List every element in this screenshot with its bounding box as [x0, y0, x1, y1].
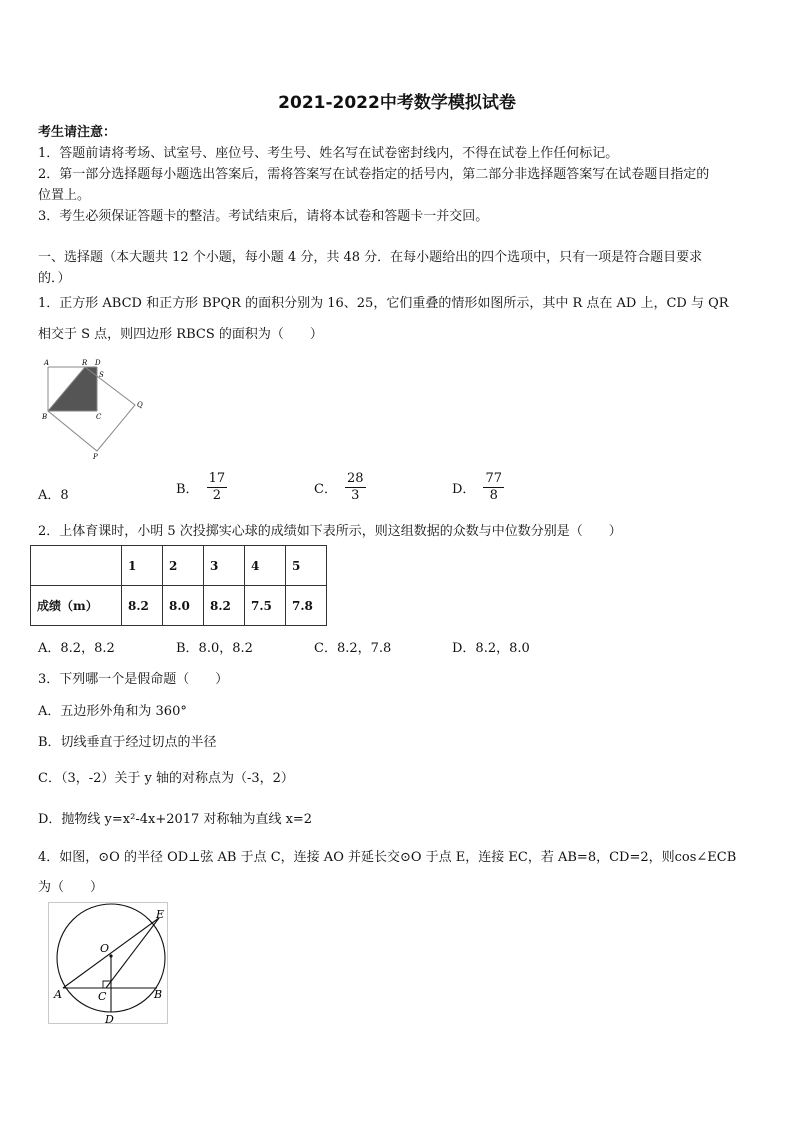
q2-option-d: D．8.2，8.0	[452, 641, 530, 656]
page-title: 2021-2022中考数学模拟试卷	[278, 93, 516, 113]
table-header-row: 1 2 3 4 5	[31, 546, 327, 586]
label-b: B	[42, 413, 48, 421]
table-row: 成绩（m） 8.2 8.0 8.2 7.5 7.8	[31, 586, 327, 626]
label-s: S	[99, 371, 104, 379]
section-heading-line-1: 一、选择题（本大题共 12 个小题，每小题 4 分，共 48 分．在每小题给出的四个选项中，只有一项是符合题目要求	[38, 250, 703, 265]
label-e: E	[156, 908, 165, 921]
label-o: O	[100, 942, 110, 955]
q1-squares-figure	[38, 355, 148, 465]
q1-option-b: B． $\frac{17}{2}$	[176, 471, 226, 503]
q2-stem: 2．上体育课时，小明 5 次投掷实心球的成绩如下表所示，则这组数据的众数与中位数分别是（ ）	[38, 524, 622, 539]
label-d: D	[95, 359, 101, 367]
shaded-quadrilateral-rbcs	[48, 367, 97, 411]
q4-stem-line-2: 为（ ）	[38, 880, 104, 895]
q1-option-a: A．8	[38, 488, 69, 503]
q1-option-d: D． $\frac{77}{8}$	[452, 471, 502, 503]
q3-option-c: C．（3，-2）关于 y 轴的对称点为（-3，2）	[38, 771, 294, 786]
label-b: B	[154, 988, 163, 1001]
label-c: C	[96, 413, 102, 421]
label-q: Q	[137, 401, 143, 409]
q3-option-b: B．切线垂直于经过切点的半径	[38, 735, 217, 750]
notice-line-2: 2．第一部分选择题每小题选出答案后，需将答案写在试卷指定的括号内，第二部分非选择题答案写在试卷题目指定的	[38, 167, 710, 182]
label-r: R	[82, 359, 88, 367]
notice-line-4: 3．考生必须保证答题卡的整洁。考试结束后，请将本试卷和答题卡一并交回。	[38, 209, 489, 224]
section-heading-line-2: 的．）	[38, 271, 71, 286]
label-a: A	[44, 359, 50, 367]
label-a: A	[54, 988, 62, 1001]
q3-stem: 3．下列哪一个是假命题（ ）	[38, 672, 229, 687]
q2-option-c: C．8.2，7.8	[314, 641, 392, 656]
label-d: D	[105, 1013, 114, 1026]
label-c: C	[98, 990, 107, 1003]
label-p: P	[93, 453, 98, 461]
q3-option-a: A．五边形外角和为 360°	[38, 704, 187, 719]
q2-option-b: B．8.0，8.2	[176, 641, 253, 656]
q3-option-d: D．抛物线 y=x²-4x+2017 对称轴为直线 x=2	[38, 812, 313, 827]
notice-line-3: 位置上。	[38, 188, 91, 203]
q2-option-a: A．8.2，8.2	[38, 641, 115, 656]
notice-line-1: 1．答题前请将考场、试室号、座位号、考生号、姓名写在试卷密封线内，不得在试卷上作任何标记。	[38, 146, 619, 161]
q1-stem-line-2: 相交于 S 点，则四边形 RBCS 的面积为（ ）	[38, 327, 323, 342]
q4-circle-figure	[48, 902, 168, 1026]
q1-option-c: C． $\frac{28}{3}$	[314, 471, 364, 503]
notice-heading: 考生请注意：	[38, 125, 117, 140]
q1-stem-line-1: 1．正方形 ABCD 和正方形 BPQR 的面积分别为 16、25，它们重叠的情形如图所示，其中 R 点在 AD 上，CD 与 QR	[38, 296, 729, 311]
q4-stem-line-1: 4．如图，⊙O 的半径 OD⊥弦 AB 于点 C，连接 AO 并延长交⊙O 于点 E，连接 EC，若 AB=8，CD=2，则cos∠ECB	[38, 850, 737, 865]
q2-score-table	[30, 545, 327, 626]
